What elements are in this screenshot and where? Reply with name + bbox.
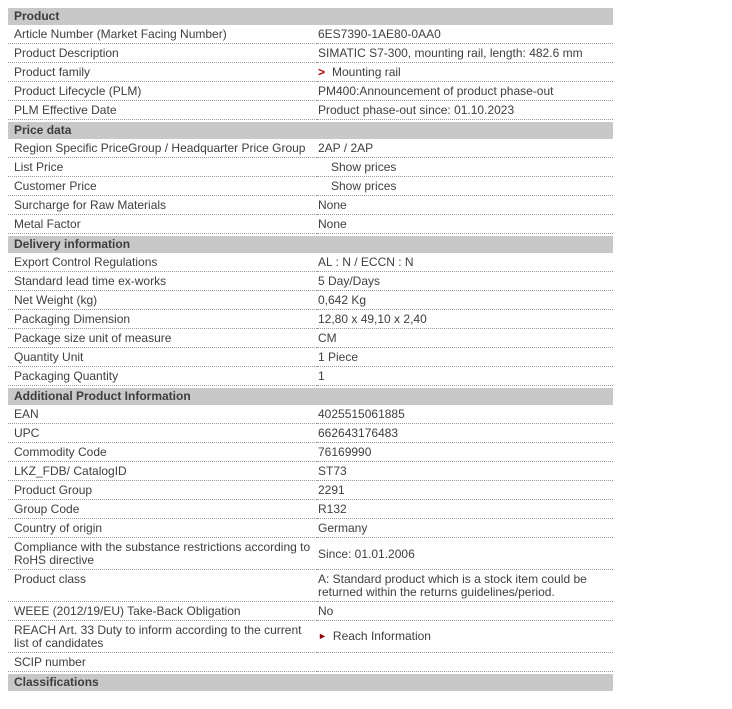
section-header-classifications: Classifications [8,674,613,691]
row-label: Net Weight (kg) [8,291,317,310]
section-table-delivery-information [8,253,613,386]
table-row-product-lifecycle-plm [8,82,613,101]
customer-price-show-prices-link[interactable] [318,180,396,193]
row-label: Commodity Code [8,443,317,462]
row-value: AL : N / ECCN : N [317,253,613,272]
row-value: A: Standard product which is a stock item could be returned within the returns guidelines/period. [317,570,613,602]
table-row-lkz-fdb-catalogid [8,462,613,481]
link-label: Show prices [331,179,397,193]
section-table-product [8,25,613,120]
section-table-price-data [8,139,613,234]
arrow-right-icon: ► [318,631,327,641]
row-label: Packaging Dimension [8,310,317,329]
row-label: EAN [8,405,317,424]
row-label: Customer Price [8,177,317,196]
row-value: CM [317,329,613,348]
row-value [317,653,613,672]
row-value: PM400:Announcement of product phase-out [317,82,613,101]
row-value: 5 Day/Days [317,272,613,291]
row-label: Region Specific PriceGroup / Headquarter Price Group [8,139,317,158]
row-value: 1 [317,367,613,386]
list-price-show-prices-link[interactable] [318,161,396,174]
section-table-additional-product-information [8,405,613,672]
row-value: R132 [317,500,613,519]
row-value: 1 Piece [317,348,613,367]
row-value: 6ES7390-1AE80-0AA0 [317,25,613,44]
row-value: Since: 01.01.2006 [317,538,613,570]
row-label: Package size unit of measure [8,329,317,348]
table-row-metal-factor [8,215,613,234]
row-label: LKZ_FDB/ CatalogID [8,462,317,481]
table-row-article-number-market-facing-number [8,25,613,44]
table-row-product-class [8,570,613,602]
table-row-group-code [8,500,613,519]
row-value: Product phase-out since: 01.10.2023 [317,101,613,120]
table-row-weee-2012-19-eu-take-back-obligation [8,602,613,621]
row-label: Product Description [8,44,317,63]
table-row-export-control-regulations [8,253,613,272]
row-value [317,158,613,177]
link-label: Mounting rail [332,65,401,79]
section-header-additional-product-information: Additional Product Information [8,388,613,405]
table-row-net-weight-kg [8,291,613,310]
row-value [317,63,613,82]
table-row-packaging-dimension [8,310,613,329]
row-value [317,621,613,653]
row-value: Germany [317,519,613,538]
row-value: SIMATIC S7-300, mounting rail, length: 482.6 mm [317,44,613,63]
row-value [317,177,613,196]
table-row-list-price [8,158,613,177]
link-label: Reach Information [332,629,431,643]
table-row-packaging-quantity [8,367,613,386]
row-label: REACH Art. 33 Duty to inform according to the current list of candidates [8,621,317,653]
table-row-product-family [8,63,613,82]
row-value: 0,642 Kg [317,291,613,310]
section-header-price-data: Price data [8,122,613,139]
row-label: UPC [8,424,317,443]
row-value: 12,80 x 49,10 x 2,40 [317,310,613,329]
row-value: 662643176483 [317,424,613,443]
table-row-scip-number [8,653,613,672]
row-label: Product family [8,63,317,82]
row-value: None [317,196,613,215]
table-row-reach-art-33-duty-to-inform-according-to-the-current-list-of-candidates [8,621,613,653]
table-row-plm-effective-date [8,101,613,120]
row-label: Product class [8,570,317,602]
row-label: Product Lifecycle (PLM) [8,82,317,101]
table-row-compliance-with-the-substance-restrictions-according-to-rohs-directive [8,538,613,570]
row-value: ST73 [317,462,613,481]
row-label: Surcharge for Raw Materials [8,196,317,215]
row-label: Export Control Regulations [8,253,317,272]
row-label: Standard lead time ex-works [8,272,317,291]
table-row-customer-price [8,177,613,196]
table-row-quantity-unit [8,348,613,367]
row-value: 76169990 [317,443,613,462]
row-value: 2291 [317,481,613,500]
row-value: No [317,602,613,621]
link-label: Show prices [331,160,397,174]
table-row-country-of-origin [8,519,613,538]
row-label: Packaging Quantity [8,367,317,386]
row-label: Group Code [8,500,317,519]
table-row-product-description [8,44,613,63]
section-header-delivery-information: Delivery information [8,236,613,253]
row-label: Compliance with the substance restrictions according to RoHS directive [8,538,317,570]
product-info-tables [8,8,613,691]
table-row-ean [8,405,613,424]
row-value: None [317,215,613,234]
reach-information-link[interactable] [318,630,431,644]
row-label: WEEE (2012/19/EU) Take-Back Obligation [8,602,317,621]
row-label: List Price [8,158,317,177]
table-row-product-group [8,481,613,500]
chevron-right-icon: > [318,65,326,79]
table-row-standard-lead-time-ex-works [8,272,613,291]
table-row-package-size-unit-of-measure [8,329,613,348]
row-label: Product Group [8,481,317,500]
row-value: 4025515061885 [317,405,613,424]
row-label: Article Number (Market Facing Number) [8,25,317,44]
row-label: Country of origin [8,519,317,538]
row-label: SCIP number [8,653,317,672]
section-header-product: Product [8,8,613,25]
row-label: PLM Effective Date [8,101,317,120]
table-row-region-specific-pricegroup-headquarter-price-group [8,139,613,158]
row-label: Metal Factor [8,215,317,234]
table-row-commodity-code [8,443,613,462]
row-value: 2AP / 2AP [317,139,613,158]
table-row-surcharge-for-raw-materials [8,196,613,215]
row-label: Quantity Unit [8,348,317,367]
table-row-upc [8,424,613,443]
product-family-link[interactable] [318,66,401,79]
